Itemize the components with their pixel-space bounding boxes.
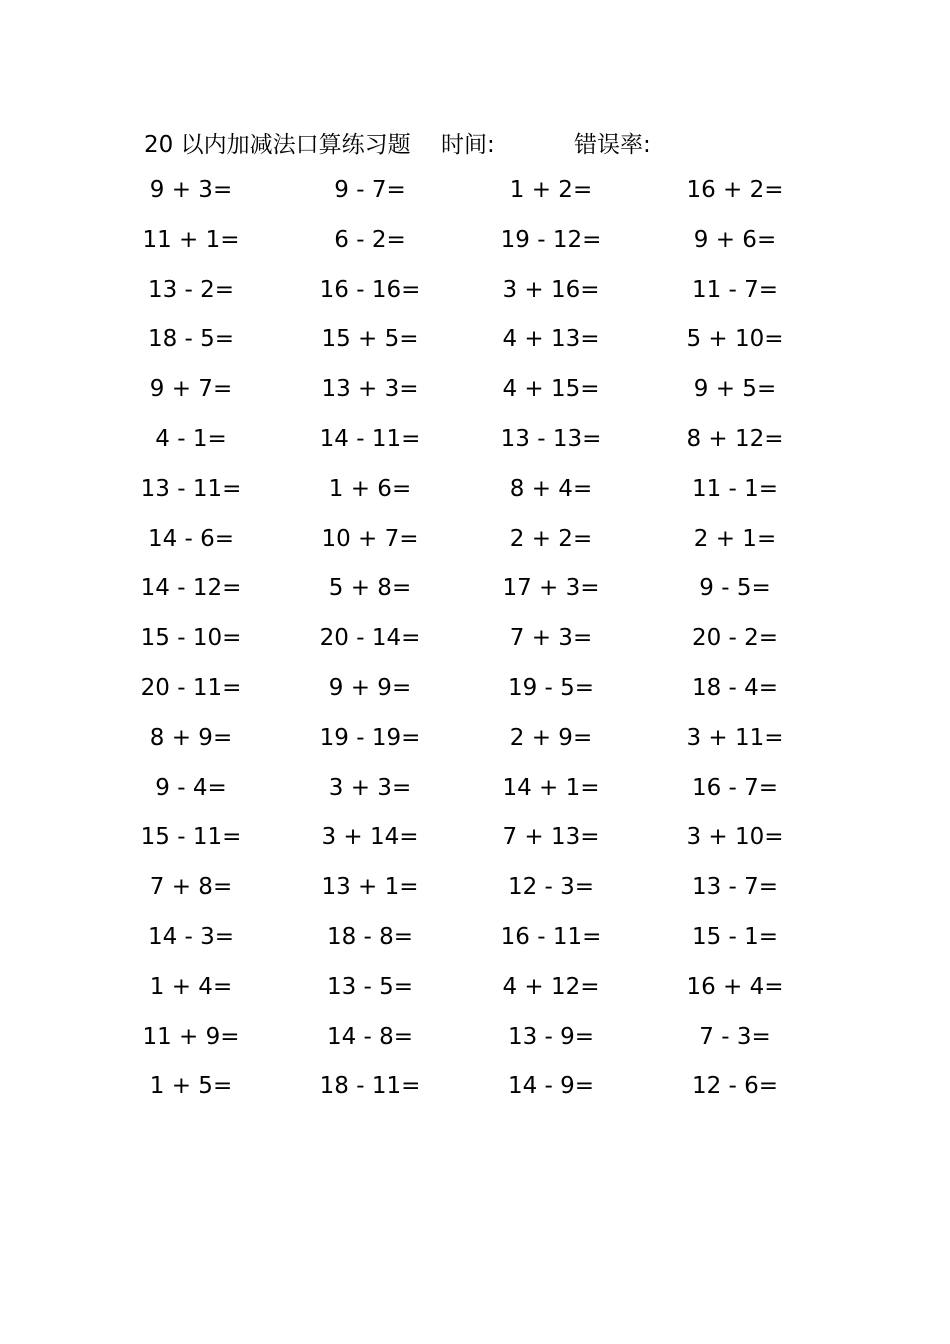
problem-row: [0, 821, 950, 871]
arithmetic-problem: 4 + 15=: [502, 376, 600, 403]
problem-row: [0, 373, 950, 423]
arithmetic-problem: 4 + 12=: [502, 973, 600, 1000]
arithmetic-problem: 3 + 11=: [686, 724, 784, 751]
arithmetic-problem: 20 - 2=: [691, 625, 779, 652]
arithmetic-problem: 8 + 4=: [509, 475, 593, 502]
worksheet-title: 20 以内加减法口算练习题: [144, 132, 411, 158]
arithmetic-problem: 9 + 9=: [328, 674, 412, 701]
arithmetic-problem: 7 + 13=: [502, 824, 600, 851]
arithmetic-problem: 8 + 12=: [686, 425, 784, 452]
arithmetic-problem: 9 + 7=: [149, 376, 233, 403]
arithmetic-problem: 12 - 6=: [691, 1073, 779, 1100]
problem-row: [0, 224, 950, 274]
arithmetic-problem: 17 + 3=: [502, 575, 600, 602]
arithmetic-problem: 16 - 16=: [319, 276, 421, 303]
arithmetic-problem: 14 - 12=: [140, 575, 242, 602]
arithmetic-problem: 3 + 16=: [502, 276, 600, 303]
arithmetic-problem: 4 + 13=: [502, 326, 600, 353]
time-label: 时间:: [441, 132, 495, 158]
arithmetic-problem: 16 - 11=: [500, 923, 602, 950]
problem-row: [0, 622, 950, 672]
arithmetic-problem: 20 - 11=: [140, 674, 242, 701]
problem-row: [0, 1021, 950, 1071]
arithmetic-problem: 15 - 1=: [691, 923, 779, 950]
problem-grid: [0, 174, 950, 1120]
arithmetic-problem: 9 - 7=: [334, 177, 406, 203]
arithmetic-problem: 3 + 14=: [321, 824, 419, 851]
arithmetic-problem: 14 - 6=: [147, 525, 235, 552]
arithmetic-problem: 10 + 7=: [321, 525, 419, 552]
arithmetic-problem: 19 - 19=: [319, 724, 421, 751]
problem-row: [0, 772, 950, 822]
arithmetic-problem: 1 + 5=: [149, 1073, 233, 1100]
problem-row: [0, 523, 950, 573]
arithmetic-problem: 5 + 8=: [328, 575, 412, 602]
arithmetic-problem: 13 - 5=: [326, 973, 414, 1000]
arithmetic-problem: 16 - 7=: [691, 774, 779, 801]
arithmetic-problem: 13 - 2=: [147, 276, 235, 303]
arithmetic-problem: 13 + 1=: [321, 874, 419, 901]
arithmetic-problem: 18 - 5=: [147, 326, 235, 353]
arithmetic-problem: 11 + 1=: [142, 226, 240, 253]
problem-row: [0, 722, 950, 772]
arithmetic-problem: 5 + 10=: [686, 326, 784, 353]
arithmetic-problem: 1 + 6=: [328, 475, 412, 502]
arithmetic-problem: 18 - 4=: [691, 674, 779, 701]
arithmetic-problem: 13 - 7=: [691, 874, 779, 901]
problem-row: [0, 971, 950, 1021]
arithmetic-problem: 20 - 14=: [319, 625, 421, 652]
arithmetic-problem: 9 - 5=: [699, 575, 771, 602]
arithmetic-problem: 7 - 3=: [699, 1023, 771, 1050]
arithmetic-problem: 14 + 1=: [502, 774, 600, 801]
arithmetic-problem: 1 + 4=: [149, 973, 233, 1000]
problem-row: [0, 672, 950, 722]
arithmetic-problem: 13 - 11=: [140, 475, 242, 502]
arithmetic-problem: 14 - 9=: [507, 1073, 595, 1100]
problem-row: [0, 871, 950, 921]
arithmetic-problem: 8 + 9=: [149, 724, 233, 751]
problem-row: [0, 1070, 950, 1120]
arithmetic-problem: 16 + 4=: [686, 973, 784, 1000]
arithmetic-problem: 15 - 10=: [140, 625, 242, 652]
arithmetic-problem: 14 - 8=: [326, 1023, 414, 1050]
arithmetic-problem: 6 - 2=: [334, 226, 406, 253]
arithmetic-problem: 9 - 4=: [155, 774, 227, 801]
arithmetic-problem: 3 + 3=: [328, 774, 412, 801]
arithmetic-problem: 13 - 9=: [507, 1023, 595, 1050]
arithmetic-problem: 13 + 3=: [321, 376, 419, 403]
arithmetic-problem: 18 - 8=: [326, 923, 414, 950]
problem-row: [0, 274, 950, 324]
arithmetic-problem: 14 - 3=: [147, 923, 235, 950]
problem-row: [0, 174, 950, 224]
arithmetic-problem: 11 - 1=: [691, 475, 779, 502]
arithmetic-problem: 11 - 7=: [691, 276, 779, 303]
arithmetic-problem: 2 + 9=: [509, 724, 593, 751]
arithmetic-problem: 19 - 5=: [507, 674, 595, 701]
arithmetic-problem: 15 + 5=: [321, 326, 419, 353]
arithmetic-problem: 13 - 13=: [500, 425, 602, 452]
arithmetic-problem: 9 + 5=: [693, 376, 777, 403]
arithmetic-problem: 19 - 12=: [500, 226, 602, 253]
arithmetic-problem: 2 + 2=: [509, 525, 593, 552]
arithmetic-problem: 7 + 3=: [509, 625, 593, 652]
arithmetic-problem: 3 + 10=: [686, 824, 784, 851]
problem-row: [0, 473, 950, 523]
problem-row: [0, 323, 950, 373]
arithmetic-problem: 1 + 2=: [509, 177, 593, 203]
problem-row: [0, 572, 950, 622]
error-rate-label: 错误率:: [574, 132, 651, 158]
arithmetic-problem: 11 + 9=: [142, 1023, 240, 1050]
arithmetic-problem: 9 + 3=: [149, 177, 233, 203]
arithmetic-problem: 7 + 8=: [149, 874, 233, 901]
arithmetic-problem: 18 - 11=: [319, 1073, 421, 1100]
problem-row: [0, 423, 950, 473]
arithmetic-problem: 9 + 6=: [693, 226, 777, 253]
arithmetic-problem: 15 - 11=: [140, 824, 242, 851]
arithmetic-problem: 2 + 1=: [693, 525, 777, 552]
arithmetic-problem: 16 + 2=: [686, 177, 784, 203]
problem-row: [0, 921, 950, 971]
arithmetic-problem: 14 - 11=: [319, 425, 421, 452]
arithmetic-problem: 4 - 1=: [155, 425, 227, 452]
arithmetic-problem: 12 - 3=: [507, 874, 595, 901]
